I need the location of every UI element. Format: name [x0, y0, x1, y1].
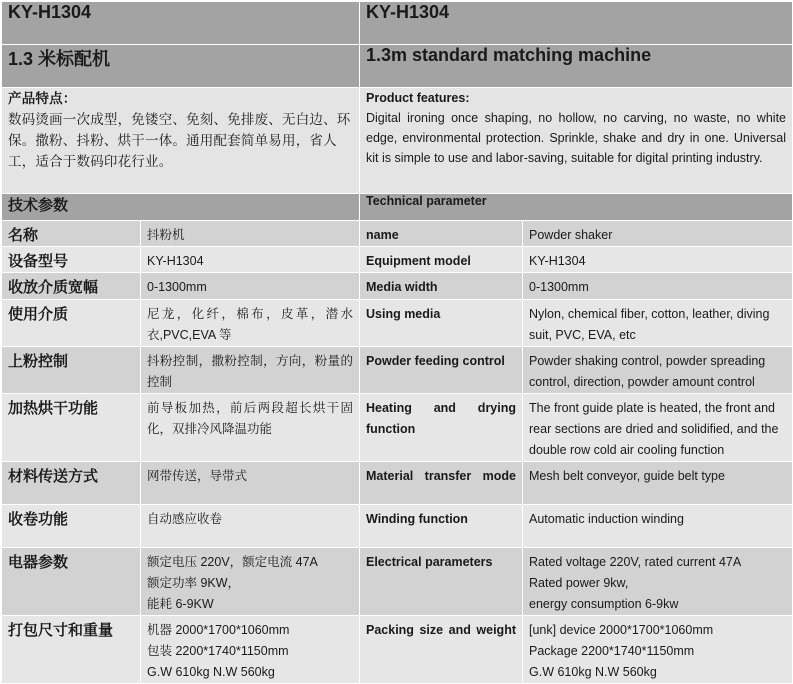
value-line: Rated power 9kw,: [529, 576, 629, 590]
param-label-en: Material transfer mode: [360, 462, 523, 505]
value-line: Powder shaker: [529, 228, 613, 242]
value-line: [unk] device 2000*1700*1060mm: [529, 623, 714, 637]
value-line: 抖粉机: [147, 228, 185, 242]
param-value-cn: [141, 505, 360, 548]
param-label-en: Heating and drying function: [360, 394, 523, 462]
param-value-en: [523, 505, 793, 548]
param-value-cn: [141, 394, 360, 462]
value-line: KY-H1304: [529, 254, 586, 268]
features-heading-en: Product features:: [366, 91, 470, 105]
param-value-en: [523, 300, 793, 347]
value-line: 自动感应收卷: [147, 512, 223, 526]
param-label-cn: 加热烘干功能: [2, 394, 141, 462]
table-row: [2, 616, 793, 684]
table-row: [2, 221, 793, 247]
param-value-cn: [141, 273, 360, 300]
param-label-en: Using media: [360, 300, 523, 347]
param-value-en: [523, 548, 793, 616]
param-value-cn: [141, 462, 360, 505]
param-label-cn: 收卷功能: [2, 505, 141, 548]
table-row: [2, 273, 793, 300]
value-line: Powder shaking control, powder spreading control, direction, powder amount control: [529, 354, 766, 389]
param-value-en: [523, 221, 793, 247]
param-value-cn: [141, 300, 360, 347]
value-line: 尼龙，化纤，棉布，皮革，潜水衣,PVC,EVA 等: [147, 307, 353, 342]
table-row: [2, 300, 793, 347]
value-line: 抖粉控制，撒粉控制，方向，粉量的控制: [147, 354, 353, 389]
param-value-en: [523, 273, 793, 300]
header-model-row: [2, 2, 793, 45]
value-line: 0-1300mm: [529, 280, 589, 294]
param-value-en: [523, 394, 793, 462]
param-label-cn: 上粉控制: [2, 347, 141, 394]
param-label-cn: 使用介质: [2, 300, 141, 347]
value-line: Automatic induction winding: [529, 512, 684, 526]
model-en: KY-H1304: [360, 2, 793, 45]
param-label-en: Media width: [360, 273, 523, 300]
param-value-cn: [141, 347, 360, 394]
features-en: [360, 88, 793, 194]
param-label-en: Packing size and weight: [360, 616, 523, 684]
section-row: [2, 194, 793, 221]
table-row: [2, 462, 793, 505]
title-cn: 1.3 米标配机: [2, 45, 360, 88]
section-title-en: Technical parameter: [360, 194, 793, 221]
features-text-cn: 数码烫画一次成型，免镂空、免刻、免排废、无白边、环保。撒粉、抖粉、烘干一体。通用配套简单易用，省人工，适合于数码印花行业。: [8, 112, 351, 169]
value-line: 能耗 6-9KW: [147, 597, 214, 611]
value-line: 额定电压 220V，额定电流 47A: [147, 555, 318, 569]
value-line: 机器 2000*1700*1060mm: [147, 623, 290, 637]
spec-sheet: [1, 1, 792, 677]
value-line: 前导板加热，前后两段超长烘干固化，双排冷风降温功能: [147, 401, 353, 436]
param-label-en: Equipment model: [360, 247, 523, 273]
value-line: energy consumption 6-9kw: [529, 597, 679, 611]
param-label-cn: 电器参数: [2, 548, 141, 616]
value-line: Nylon, chemical fiber, cotton, leather, diving suit, PVC, EVA, etc: [529, 307, 770, 342]
features-heading-cn: 产品特点：: [8, 91, 77, 106]
value-line: 网带传送，导带式: [147, 469, 248, 483]
table-row: [2, 347, 793, 394]
param-label-en: name: [360, 221, 523, 247]
value-line: G.W 610kg N.W 560kg: [147, 665, 275, 679]
features-text-en: Digital ironing once shaping, no hollow, no carving, no waste, no white edge, environmental protection. Sprinkle, shake and dry in one. Universal kit is simple to use and labor-saving, suitable for digital printing industry.: [366, 111, 786, 165]
table-row: [2, 394, 793, 462]
value-line: 0-1300mm: [147, 280, 207, 294]
param-label-cn: 名称: [2, 221, 141, 247]
param-value-cn: [141, 616, 360, 684]
param-value-en: [523, 347, 793, 394]
spec-table: [1, 1, 793, 684]
value-line: Rated voltage 220V, rated current 47A: [529, 555, 742, 569]
value-line: Mesh belt conveyor, guide belt type: [529, 469, 725, 483]
param-value-cn: [141, 247, 360, 273]
param-label-en: Winding function: [360, 505, 523, 548]
param-value-cn: [141, 548, 360, 616]
value-line: The front guide plate is heated, the front and rear sections are dried and solidified, and the double row cold air cooling function: [529, 401, 779, 457]
param-value-cn: [141, 221, 360, 247]
param-value-en: [523, 462, 793, 505]
table-row: [2, 247, 793, 273]
param-label-cn: 收放介质宽幅: [2, 273, 141, 300]
param-value-en: [523, 616, 793, 684]
model-cn: KY-H1304: [2, 2, 360, 45]
param-value-en: [523, 247, 793, 273]
table-row: [2, 505, 793, 548]
param-label-en: Powder feeding control: [360, 347, 523, 394]
param-label-cn: 设备型号: [2, 247, 141, 273]
table-row: [2, 548, 793, 616]
param-label-cn: 材料传送方式: [2, 462, 141, 505]
features-cn: [2, 88, 360, 194]
header-title-row: [2, 45, 793, 88]
section-title-cn: 技术参数: [2, 194, 360, 221]
value-line: Package 2200*1740*1150mm: [529, 644, 695, 658]
value-line: 额定功率 9KW，: [147, 576, 241, 590]
value-line: KY-H1304: [147, 254, 204, 268]
param-label-cn: 打包尺寸和重量: [2, 616, 141, 684]
param-label-en: Electrical parameters: [360, 548, 523, 616]
value-line: G.W 610kg N.W 560kg: [529, 665, 657, 679]
value-line: 包装 2200*1740*1150mm: [147, 644, 289, 658]
features-row: [2, 88, 793, 194]
title-en: 1.3m standard matching machine: [360, 45, 793, 88]
